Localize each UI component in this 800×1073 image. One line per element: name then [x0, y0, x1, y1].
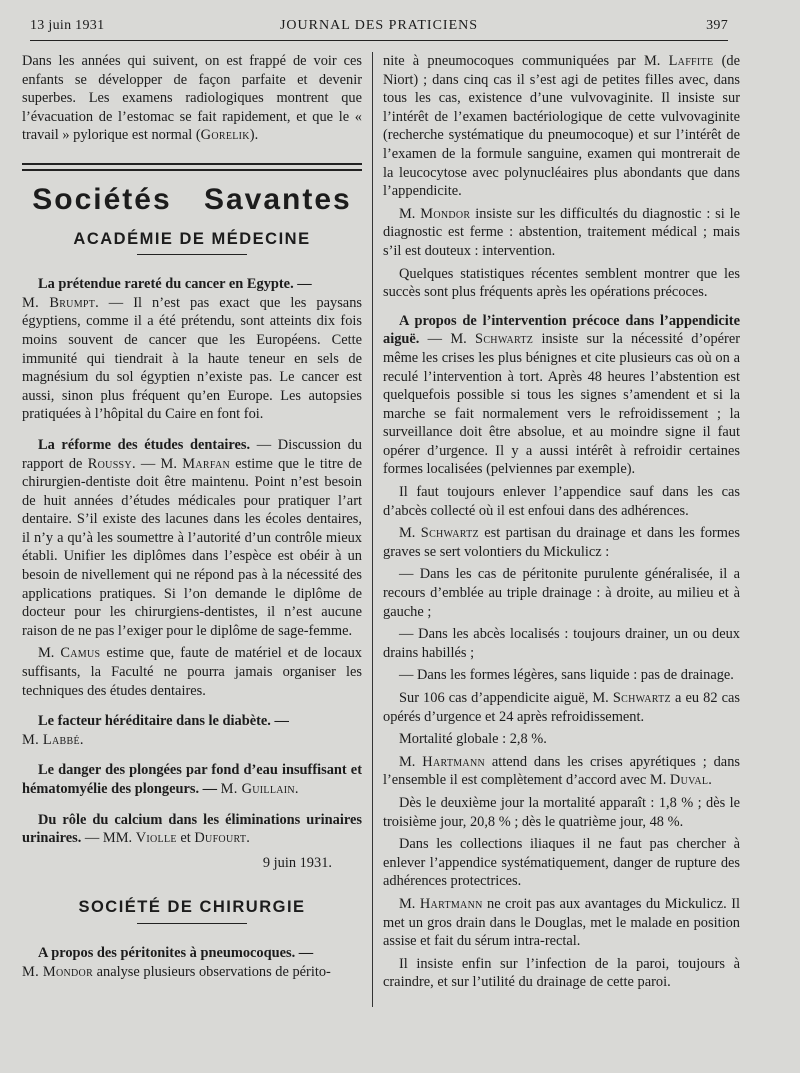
journal-title: JOURNAL DES PRATICIENS	[279, 18, 479, 33]
para-mortalite-jours: Dès le deuxième jour la mortalité apparaît : 1,8 % ; dès le troisième jour, 20,8 % ; dès le quatrième jour, 48 %.	[383, 794, 740, 830]
page-header	[30, 16, 728, 41]
issue-date: 13 juin 1931	[30, 18, 105, 33]
para-mondor: M. Mondor insiste sur les difficultés du diagnostic : si le diagnostic est ferme : abstention, traitement médical ; mais s’il est douteux : intervention.	[383, 205, 740, 259]
para-peritonite: — Dans les cas de péritonite purulente généralisée, il a recours d’emblée au triple drainage : à droite, au milieu et à gauche ;	[383, 566, 740, 620]
para-drainage: M. Schwartz est partisan du drainage et dans les formes graves se sert volontiers du Mickulicz :	[383, 525, 740, 560]
para-collections: Dans les collections iliaques il ne faut pas chercher à enlever l’appendice systématiquement, danger de rupture des adhérences protectrices.	[383, 836, 740, 890]
meeting-date: 9 juin 1931.	[262, 854, 332, 871]
para-mortalite: Mortalité globale : 2,8 %.	[399, 731, 547, 748]
para-laffite: nite à pneumocoques communiquées par M. Laffite (de Niort) ; dans cinq cas il s’est agi de petites filles avec, dans tous les cas, existence d’une vulvovaginite. Il insiste sur l’intérêt de l’examen bactériologique de cette vulvovaginite (recherche systématique du pneumocoque) et sur l’intérêt de l’examen de la formule sanguine, examen qui montrerait de la leucocytose avec polynucléaires plus abondants que dans l’appendicite.	[383, 53, 740, 200]
chirurgie-title: SOCIÉTÉ DE CHIRURGIE	[78, 898, 306, 917]
entry-etudes-dentaires: La réforme des études dentaires. — Discussion du rapport de Roussy. — M. Marfan estime que le titre de chirurgien-dentiste doit être maintenu. Point n’est besoin de huit années d’études médicales pour pratiquer l’art dentaire. S’il existe des lacunes dans les écoles dentaires, il n’y a qu’à les soumettre à l’autorité d’un contrôle mieux établi. Unifier les diplômes dans l’espèce est obéir à un besoin de nivellement qui ne répond pas à la nécessité des applications pratiques. Si l’on demande le diplôme de docteur pour les chirurgiens-dentistes, il n’est aucune raison de ne pas l’exiger pour le diplôme de sage-femme. M. Camus estime que, faute de matériel et de locaux suffisants, la Faculté ne pourra jamais organiser les techniques des études dentaires.	[22, 436, 362, 699]
column-divider	[372, 52, 373, 1007]
academie-rule	[137, 254, 247, 255]
entry-diabete: Le facteur héréditaire dans le diabète. — M. Labbé.	[22, 713, 289, 748]
intro-paragraph: Dans les années qui suivent, on est frappé de voir ces enfants se développer de façon parfaite et devenir superbes. Les examens radiologiques montrent que l’évacuation de l’estomac se fait rapidement, et que le « travail » pylorique est normal (Gorelik).	[22, 53, 362, 144]
para-formes-legeres: — Dans les formes légères, sans liquide : pas de drainage.	[399, 667, 734, 684]
page-number: 397	[706, 18, 728, 33]
section-title: Sociétés Savantes	[32, 182, 352, 216]
entry-appendicite: A propos de l’intervention précoce dans l’appendicite aiguë. — M. Schwartz insiste sur la nécessité d’opérer même les crises les plus bénignes et cite plusieurs cas où on a reculé l’intervention à tort. Après 48 heures l’abstention est quelquefois possible si tous les signes s’amendent et si la marche se fait normalement vers le refroidissement ; la surveillance doit être absolue, et au moindre signe il faut opérer d’urgence. Il y a aussi intérêt à refroidir certaines formes localisées (pelviennes par exemple).	[383, 312, 741, 478]
chirurgie-rule	[137, 923, 247, 924]
para-mickulicz: M. Hartmann ne croit pas aux avantages du Mickulicz. Il met un gros drain dans le Douglas, met le malade en position assise et fait du sérum intra-rectal.	[383, 895, 740, 950]
entry-calcium: Du rôle du calcium dans les éliminations urinaires urinaires. — MM. Violle et Dufourt. 9 juin 1931.	[22, 811, 362, 871]
para-statistiques: Quelques statistiques récentes semblent montrer que les succès sont plus fréquents après les opérations précoces.	[383, 265, 740, 301]
para-abces: — Dans les abcès localisés : toujours drainer, un ou deux drains habillés ;	[383, 626, 740, 661]
section-rule	[22, 163, 362, 171]
para-paroi: Il insiste enfin sur l’infection de la paroi, toujours à craindre, et sur l’utilité du drainage de cette paroi.	[383, 955, 740, 991]
para-enlever-appendice: Il faut toujours enlever l’appendice sauf dans les cas d’abcès collecté où il est enfoui dans des adhérences.	[383, 484, 740, 519]
academie-title: ACADÉMIE DE MÉDECINE	[73, 229, 311, 248]
para-statistique-cas: Sur 106 cas d’appendicite aiguë, M. Schwartz a eu 82 cas opérés d’urgence et 24 après refroidissement.	[383, 690, 740, 725]
entry-cancer-egypte: La prétendue rareté du cancer en Egypte. — M. Brumpt. — Il n’est pas exact que les paysans égyptiens, comme il a été prétendu, sont atteints dix fois moins souvent de cancer que les Européens. Cette immunité qui tiendrait à la haute teneur en sels de magnésium du sol égyptien n’existe pas. Le cancer est aussi, sinon plus fréquent qu’en Europe. Les autopsies pratiquées à l’hôpital du Caire en font foi.	[22, 276, 362, 423]
entry-plongees: Le danger des plongées par fond d’eau insuffisant et hématomyélie des plongeurs. — M. Guillain.	[22, 762, 362, 797]
right-column	[383, 52, 740, 996]
para-hartmann: M. Hartmann attend dans les crises apyrétiques ; dans l’ensemble il est complètement d’accord avec M. Duval.	[383, 753, 740, 789]
entry-peritonites: A propos des péritonites à pneumocoques. — M. Mondor analyse plusieurs observations de périto-	[22, 944, 331, 980]
left-column	[22, 52, 362, 985]
